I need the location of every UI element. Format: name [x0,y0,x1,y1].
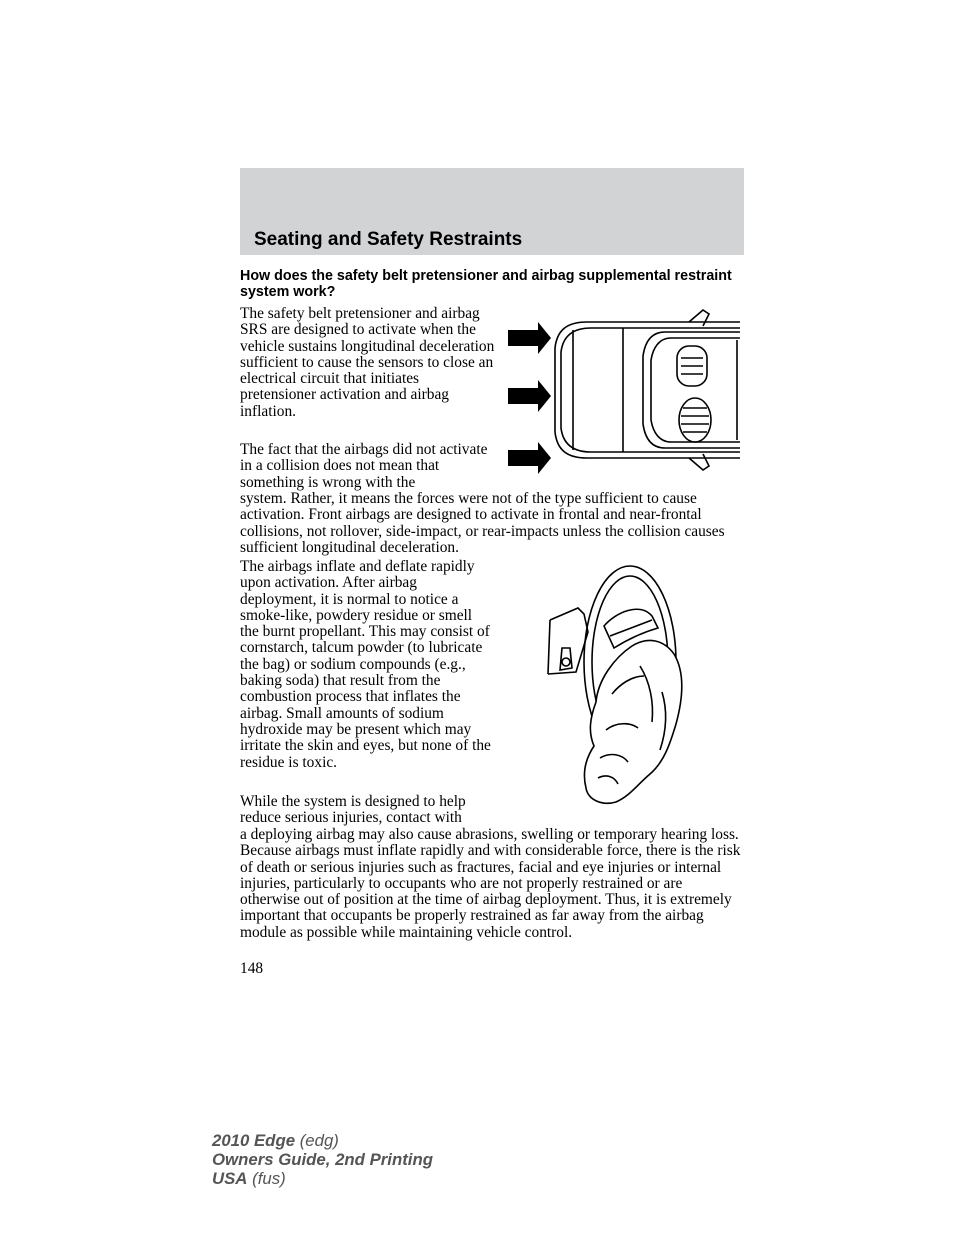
footer-line-3 [212,1169,433,1188]
document-footer [212,1131,433,1188]
impact-arrow-icon [508,442,551,474]
footer-edition: Owners Guide, 2nd Printing [212,1150,433,1169]
airbag-deployment-figure [540,562,690,808]
footer-model: 2010 Edge [212,1131,296,1150]
impact-arrow-icon [508,322,551,354]
footer-line-1 [212,1131,433,1150]
impact-arrow-icon [508,380,551,412]
paragraph-injury: a deploying airbag may also cause abrasions, swelling or temporary hearing loss. Because airbags must inflate rapidly and with considerable force, there is the risk of death or serious injuries such as fractures, facial and eye injuries or internal injuries, particularly to occupants who are not properly restrained or are otherwise out of position at the time of airbag deployment. Thus, it is extremely important that occupants be properly restrained as far away from the airbag module as possible while maintaining vehicle control. [240,826,741,941]
paragraph-injury-wrapped: While the system is designed to help reduce serious injuries, contact with [240,793,466,827]
footer-market: USA [212,1169,248,1188]
car-top-view-icon [555,310,740,470]
section-title: Seating and Safety Restraints [254,229,523,250]
paragraph-no-activation-wrapped: The fact that the airbags did not activate in a collision does not mean that something is wrong with the [240,441,488,491]
question-heading: How does the safety belt pretensioner and airbag supplemental restraint system work? [240,268,732,300]
frontal-impact-figure [505,308,741,478]
footer-model-code: (edg) [299,1131,339,1150]
footer-market-code: (fus) [252,1169,286,1188]
footer-line-2 [212,1150,433,1169]
steering-wheel-airbag-icon [548,566,682,803]
paragraph-activation: The safety belt pretensioner and airbag SRS are designed to activate when the vehicle sustains longitudinal deceleration sufficient to cause the sensors to close an electrical circuit that initiates pretensioner activation and airbag inflation. [240,305,495,420]
paragraph-inflation: The airbags inflate and deflate rapidly upon activation. After airbag deployment, it is normal to notice a smoke-like, powdery residue or smell the burnt propellant. This may consist of cornstarch, talcum powder (to lubricate the bag) or sodium compounds (e.g., baking soda) that result from the combustion process that inflates the airbag. Small amounts of sodium hydroxide may be present which may irritate the skin and eyes, but none of the residue is toxic. [240,558,491,771]
paragraph-no-activation: system. Rather, it means the forces were not of the type sufficient to cause activation. Front airbags are designed to activate in frontal and near-frontal collisions, not rollover, side-impact, or rear-impacts unless the collision causes sufficient longitudinal deceleration. [240,490,725,556]
page-number: 148 [240,960,264,977]
